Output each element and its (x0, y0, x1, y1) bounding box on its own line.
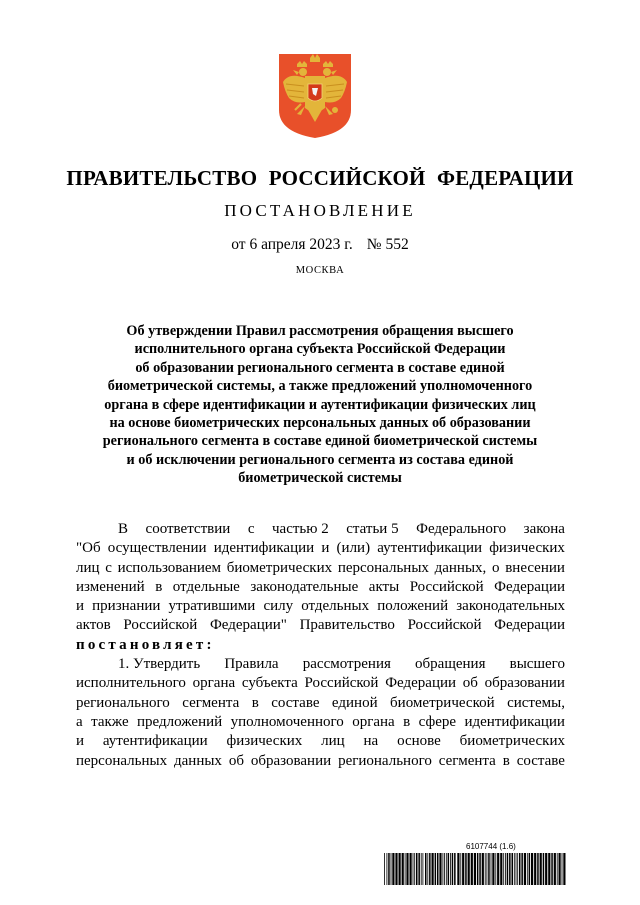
heading-line: на основе биометрических персональных данных об образовании (109, 415, 531, 432)
barcode-bar (529, 853, 531, 885)
word: актов (76, 617, 111, 634)
word: 1. Утвердить (118, 656, 201, 673)
word: изменений (76, 578, 145, 595)
word: а (76, 713, 83, 730)
word: статьи 5 (346, 521, 399, 537)
word: физических (226, 733, 303, 750)
word: идентификации (213, 540, 315, 557)
barcode-bar (425, 853, 427, 885)
word: обращения (415, 656, 486, 673)
heading-line: и об исключении регионального сегмента из состава единой (126, 451, 514, 468)
word: В (118, 521, 129, 537)
word: также (91, 713, 129, 730)
barcode-bar (388, 853, 390, 885)
barcode-bar (517, 853, 518, 885)
barcode-bar (450, 853, 451, 885)
word: в (502, 752, 510, 769)
word: в (155, 578, 163, 595)
barcode-bar (474, 853, 476, 885)
heading-line: биометрической системы, а также предложений уполномоченного (107, 378, 533, 395)
word: Правила (224, 656, 279, 673)
word: соответствии (145, 521, 231, 537)
barcode-bar (534, 853, 536, 885)
word: сегмента (182, 694, 240, 711)
word: частью 2 (272, 521, 329, 537)
barcode-bar (482, 853, 484, 885)
barcode-bar (524, 853, 526, 885)
barcode-bar (416, 853, 418, 885)
barcode-bar (423, 853, 424, 885)
barcode-bar (427, 853, 428, 885)
word: идентификации (464, 713, 565, 730)
word: Российской (123, 617, 198, 634)
word: Федерального (416, 521, 507, 537)
word: уполномоченного (230, 713, 344, 730)
barcode-bar (563, 853, 565, 885)
body-line (76, 559, 565, 578)
barcode-bar (509, 853, 511, 885)
word: единой (331, 694, 378, 711)
barcode-bar (479, 853, 481, 885)
barcode-bar (505, 853, 506, 885)
body-line (76, 732, 565, 751)
barcode-bar (562, 853, 563, 885)
heading-line: органа в сфере идентификации и аутентификации физических лиц (104, 396, 536, 413)
word: данных, (434, 559, 487, 576)
word: Российской (407, 617, 482, 634)
word: биометрических (459, 733, 565, 750)
decree-body (76, 520, 565, 771)
barcode-bar (559, 853, 561, 885)
barcode-bar (392, 853, 394, 885)
word: высшего (509, 656, 565, 673)
barcode-bar (413, 853, 414, 885)
barcode-bar (399, 853, 401, 885)
word: рассмотрения (302, 656, 391, 673)
barcode-bar (521, 853, 523, 885)
body-line (76, 752, 565, 771)
word: образовании (484, 675, 565, 692)
body-line (76, 655, 565, 674)
heading-line: об образовании регионального сегмента в составе единой (135, 359, 505, 376)
barcode-bar (437, 853, 439, 885)
word: персональных (76, 752, 168, 769)
word: регионального (76, 694, 170, 711)
barcode-bar (557, 853, 558, 885)
word: лиц (76, 559, 100, 576)
document-type: ПОСТАНОВЛЕНИЕ (224, 201, 416, 220)
word: закона (523, 521, 565, 537)
word: использованием (117, 559, 222, 576)
barcode-bar (448, 853, 450, 885)
word: образовании (250, 752, 332, 769)
barcode-bar (391, 853, 392, 885)
barcode-bar (446, 853, 447, 885)
word: положений (377, 598, 449, 615)
word: об (462, 675, 478, 692)
body-line (76, 578, 565, 597)
barcode-bar (471, 853, 473, 885)
word: составе (271, 694, 320, 711)
barcode-bar (406, 853, 408, 885)
barcode-bar (454, 853, 456, 885)
word: и (76, 598, 85, 615)
word: "Об (76, 540, 101, 557)
body-line (76, 520, 565, 539)
word: об (228, 752, 244, 769)
word: регионального (338, 752, 432, 769)
word: осуществлении (107, 540, 207, 557)
barcode-number: 6107744 (1.6) (466, 842, 516, 851)
word: аутентификации (377, 540, 483, 557)
barcode-bar (488, 853, 490, 885)
barcode-bar (465, 853, 467, 885)
heading-line: Об утверждении Правил рассмотрения обращения высшего (126, 323, 514, 339)
barcode-bar (395, 853, 397, 885)
barcode-bar (514, 853, 515, 885)
word: акты (368, 578, 400, 595)
barcode-bar (444, 853, 445, 885)
word: о (492, 559, 500, 576)
word: признании (92, 598, 161, 615)
word: в (403, 713, 411, 730)
word: персональных (337, 559, 429, 576)
word: Федерации (494, 617, 565, 634)
word: Федерации (385, 675, 457, 692)
barcode-bar (405, 853, 406, 885)
barcode-bar (540, 853, 542, 885)
word: сегмента (438, 752, 496, 769)
decree-heading (85, 322, 555, 488)
barcode-bar (410, 853, 412, 885)
word: внесении (505, 559, 565, 576)
barcode-bar (487, 853, 488, 885)
decree-number: № 552 (366, 236, 409, 253)
heading-line: исполнительного органа субъекта Российской Федерации (134, 341, 506, 358)
barcode-bar (495, 853, 496, 885)
word: с (247, 521, 255, 537)
word: Российской (304, 675, 379, 692)
barcode-bar (512, 853, 514, 885)
body-line (76, 713, 565, 732)
word: исполнительного (76, 675, 186, 692)
barcode-bar (460, 853, 461, 885)
heading-line: биометрической системы (238, 470, 402, 487)
word: аутентификации (102, 733, 208, 750)
body-line (76, 674, 565, 693)
barcode-bar (443, 853, 444, 885)
word: сфере (418, 713, 457, 730)
barcode-bar (545, 853, 547, 885)
body-line (76, 694, 565, 713)
word: лиц (321, 733, 345, 750)
word: и (76, 733, 85, 750)
government-title: ПРАВИТЕЛЬСТВО РОССИЙСКОЙ ФЕДЕРАЦИИ (66, 166, 574, 190)
body-line (76, 539, 565, 558)
word: биометрических (226, 559, 333, 576)
word: физических (489, 540, 565, 557)
barcode (384, 853, 566, 885)
barcode-bar (551, 853, 553, 885)
barcode-bar (548, 853, 550, 885)
word: предложений (137, 713, 223, 730)
word: отдельные (172, 578, 240, 595)
date-number-line (0, 236, 640, 254)
body-line (76, 616, 565, 635)
word: Федерации (494, 578, 565, 595)
word: органа (192, 675, 236, 692)
barcode-bar (421, 853, 422, 885)
barcode-bar (527, 853, 528, 885)
barcode-bar (462, 853, 464, 885)
word: Российской (409, 578, 484, 595)
barcode-bar (452, 853, 454, 885)
word: утратившими (168, 598, 256, 615)
decree-word: постановляет: (76, 636, 215, 653)
barcode-bar (503, 853, 504, 885)
word: с (105, 559, 112, 576)
barcode-bar (507, 853, 509, 885)
barcode-bar (519, 853, 521, 885)
word: законодательных (456, 598, 565, 615)
barcode-bar (500, 853, 502, 885)
barcode-bar (531, 853, 533, 885)
word: (или) (336, 540, 371, 557)
heading-line: регионального сегмента в составе единой биометрической системы (102, 433, 538, 450)
word: и (321, 540, 330, 557)
barcode-bar (491, 853, 492, 885)
word: в (251, 694, 259, 711)
decree-date: от 6 апреля 2023 г. (231, 236, 353, 253)
word: законодательные (250, 578, 359, 595)
barcode-bar (468, 853, 470, 885)
word: Федерации" (209, 617, 287, 634)
coat-of-arms-emblem (277, 52, 353, 140)
city-label: МОСКВА (295, 265, 345, 276)
word: данных (174, 752, 222, 769)
barcode-bar (492, 853, 494, 885)
body-line (76, 597, 565, 616)
barcode-bar (543, 853, 545, 885)
barcode-bar (387, 853, 388, 885)
barcode-bar (457, 853, 459, 885)
barcode-bar (439, 853, 441, 885)
barcode-bar (429, 853, 431, 885)
barcode-bar (537, 853, 539, 885)
barcode-bar (432, 853, 434, 885)
barcode-bar (384, 853, 385, 885)
word: субъекта (241, 675, 298, 692)
barcode-bar (435, 853, 437, 885)
barcode-bar (414, 853, 415, 885)
word: системы, (507, 694, 565, 711)
word: отдельных (301, 598, 370, 615)
word: биометрической (390, 694, 495, 711)
barcode-bar (516, 853, 517, 885)
word: основе (397, 733, 441, 750)
word: составе (516, 752, 565, 769)
word: на (363, 733, 379, 750)
word: Правительство (299, 617, 395, 634)
word: органа (352, 713, 395, 730)
barcode-bar (477, 853, 479, 885)
barcode-bar (402, 853, 404, 885)
barcode-bar (554, 853, 556, 885)
barcode-bar (418, 853, 420, 885)
barcode-bar (485, 853, 486, 885)
barcode-bar (497, 853, 499, 885)
word: силу (263, 598, 294, 615)
